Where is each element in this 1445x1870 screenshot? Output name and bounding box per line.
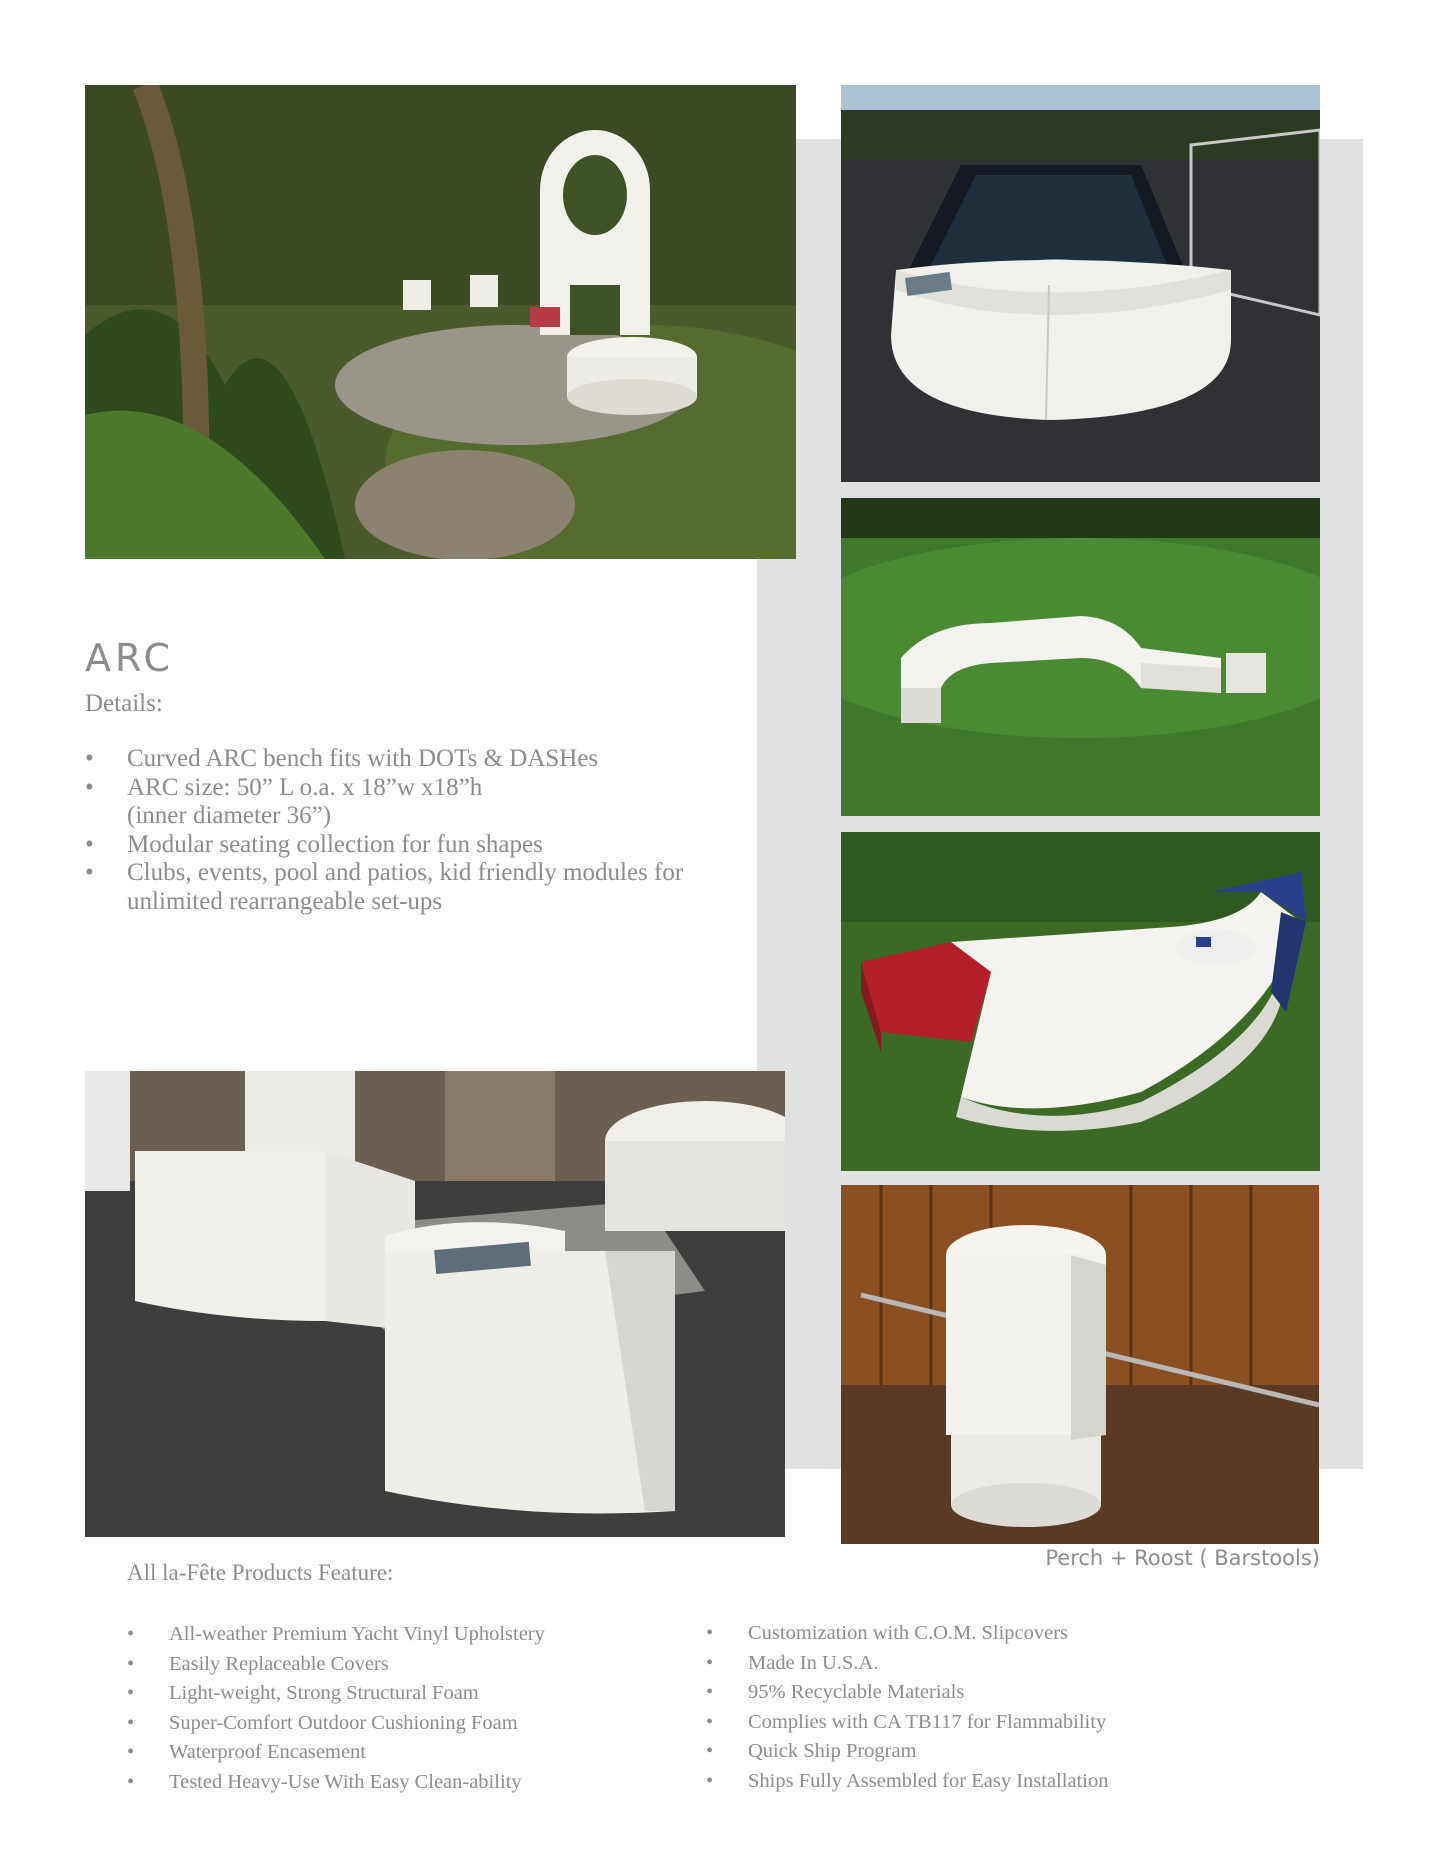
feature-item: • Customization with C.O.M. Slipcovers — [706, 1619, 1108, 1649]
detail-item: • Curved ARC bench fits with DOTs & DASHes — [85, 745, 765, 774]
feature-item: • Ships Fully Assembled for Easy Installation — [706, 1767, 1108, 1797]
feature-item: • Made In U.S.A. — [706, 1649, 1108, 1679]
photo-pool-arc — [841, 85, 1320, 482]
photo-garden-arc — [85, 85, 796, 559]
detail-item: • Modular seating collection for fun shapes — [85, 831, 765, 860]
photo-lawn-arc — [841, 498, 1320, 816]
feature-item: • Waterproof Encasement — [127, 1738, 545, 1768]
detail-item: • Clubs, events, pool and patios, kid friendly modules for unlimited rearrangeable set-ups — [85, 859, 765, 916]
features-list-right — [706, 1619, 1108, 1797]
detail-item: • ARC size: 50” L o.a. x 18”w x18”h (inner diameter 36”) — [85, 774, 765, 831]
details-subtitle: Details: — [85, 690, 163, 717]
features-list-left — [127, 1620, 545, 1798]
details-list — [85, 745, 765, 916]
product-title: ARC — [85, 636, 175, 680]
feature-item: • Quick Ship Program — [706, 1737, 1108, 1767]
barstool-caption: Perch + Roost ( Barstools) — [1045, 1546, 1320, 1570]
feature-item: • Complies with CA TB117 for Flammability — [706, 1708, 1108, 1738]
photo-flag-arc — [841, 832, 1320, 1171]
features-heading: All la-Fête Products Feature: — [127, 1560, 394, 1585]
feature-item: • All-weather Premium Yacht Vinyl Upholstery — [127, 1620, 545, 1650]
feature-item: • Super-Comfort Outdoor Cushioning Foam — [127, 1709, 545, 1739]
feature-item: • Easily Replaceable Covers — [127, 1650, 545, 1680]
feature-item: • 95% Recyclable Materials — [706, 1678, 1108, 1708]
photo-patio-arc — [85, 1071, 785, 1537]
photo-barstool — [841, 1185, 1319, 1544]
feature-item: • Tested Heavy-Use With Easy Clean-ability — [127, 1768, 545, 1798]
feature-item: • Light-weight, Strong Structural Foam — [127, 1679, 545, 1709]
